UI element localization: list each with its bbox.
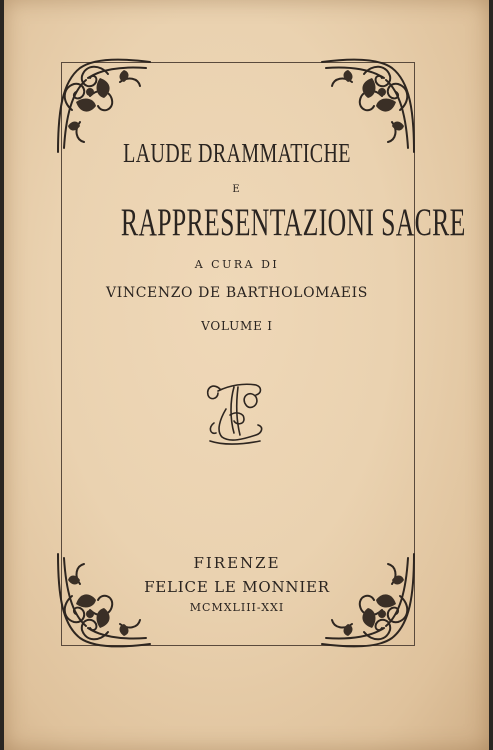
publication-city: FIRENZE bbox=[193, 554, 281, 572]
title-line-1: LAUDE DRAMMATICHE bbox=[123, 138, 351, 168]
title-line-2: RAPPRESENTAZIONI SACRE bbox=[120, 201, 466, 244]
editor-name: VINCENZO DE BARTHOLOMAEIS bbox=[106, 285, 368, 301]
publisher-name: FELICE LE MONNIER bbox=[144, 578, 330, 596]
title-conjunction: E bbox=[232, 184, 242, 195]
volume-label: VOLUME I bbox=[201, 319, 273, 333]
publisher-monogram-icon bbox=[200, 375, 270, 447]
editor-prefix: A CURA DI bbox=[194, 258, 280, 271]
publication-year: MCMXLIII-XXI bbox=[189, 601, 285, 614]
